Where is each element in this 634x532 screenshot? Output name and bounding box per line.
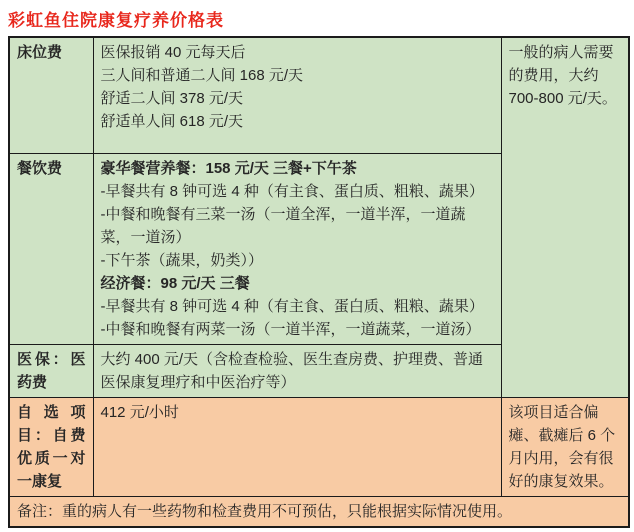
- table-row-remark: [9, 496, 629, 527]
- row-label-optional-rehab: 自选项目：自费优质一对一康复: [9, 397, 93, 496]
- detail-line: 412 元/小时: [100, 403, 179, 421]
- detail-line: -早餐共有 8 钟可选 4 种（有主食、蛋白质、粗粮、蔬果）: [100, 297, 484, 315]
- detail-line: -中餐和晚餐有三菜一汤（一道全浑，一道半浑，一道蔬菜，一道汤）: [100, 205, 466, 246]
- detail-line: 医保报销 40 元每天后: [100, 44, 246, 61]
- detail-line: -早餐共有 8 钟可选 4 种（有主食、蛋白质、粗粮、蔬果）: [100, 182, 484, 200]
- row-label-medical-fee: 医保：医药费: [9, 344, 93, 397]
- side-note-general-cost: 一般的病人需要的费用，大约 700-800 元/天。: [501, 37, 629, 397]
- detail-line: 舒适二人间 378 元/天: [100, 90, 244, 107]
- meal-fee-details: [93, 153, 501, 344]
- bed-fee-details: [93, 37, 501, 153]
- detail-line-deluxe-meal: 豪华餐营养餐：158 元/天 三餐+下午茶: [100, 159, 357, 177]
- table-row-bed-fee: [9, 37, 629, 153]
- detail-line: -下午茶（蔬果，奶类））: [100, 251, 263, 269]
- row-label-bed-fee: 床位费: [9, 37, 93, 153]
- medical-fee-details: [93, 344, 501, 397]
- detail-line: 舒适单人间 618 元/天: [100, 113, 244, 130]
- page-title: 彩虹鱼住院康复疗养价格表: [8, 11, 224, 30]
- remark-text: 备注：重的病人有一些药物和检查费用不可预估，只能根据实际情况使用。: [9, 496, 629, 527]
- detail-line: 三人间和普通二人间 168 元/天: [100, 67, 304, 84]
- price-table: [8, 36, 630, 528]
- table-row-optional-rehab: [9, 397, 629, 496]
- detail-line: -中餐和晚餐有两菜一汤（一道半浑，一道蔬菜，一道汤）: [100, 320, 481, 338]
- optional-rehab-details: [93, 397, 501, 496]
- side-note-rehab-suitability: 该项目适合偏瘫、截瘫后 6 个月内用，会有很好的康复效果。: [501, 397, 629, 496]
- detail-line: 大约 400 元/天（含检查检验、医生查房费、护理费、普通医保康复理疗和中医治疗等）: [100, 350, 484, 391]
- row-label-meal-fee: 餐饮费: [9, 153, 93, 344]
- detail-line-economy-meal: 经济餐：98 元/天 三餐: [100, 274, 250, 292]
